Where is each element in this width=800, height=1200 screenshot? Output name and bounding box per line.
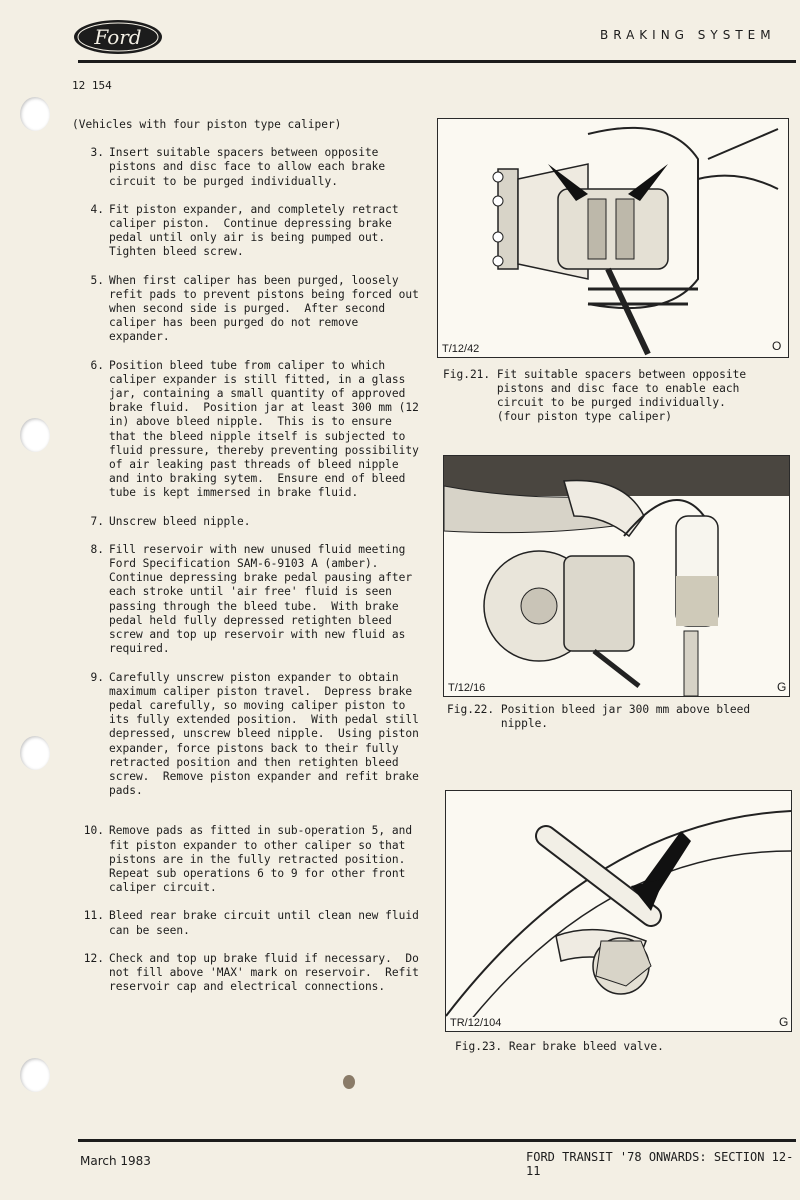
figure-21-caliper-spacers xyxy=(437,118,789,358)
section-title: BRAKING SYSTEM xyxy=(600,28,776,42)
step-text: Position bleed tube from caliper to which caliper expander is still fitted, in a glass jar, containing a small quantity of approved brake fluid. Position jar at least 300 mm (12 in) above bleed nipple. This is to ensure that the bleed nipple itself is subjected to fluid pressure, thereby preventing possibility of air leaking past threads of bleed nipple and into braking sytem. Ensure end of bleed tube is kept immersed in brake fluid. xyxy=(109,358,419,500)
step-number: 7. xyxy=(90,514,104,528)
step-text: Carefully unscrew piston expander to obtain maximum caliper piston travel. Depress brake pedal carefully, so moving caliper piston to its fully extended position. With pedal still depressed, unscrew bleed nipple. Using piston expander, force pistons back to their fully retracted position and then retighten bleed screw. Remove piston expander and refit brake pads. xyxy=(109,670,419,798)
footer-date: March 1983 xyxy=(80,1154,151,1168)
step-number: 5. xyxy=(90,273,104,287)
step-number: 12. xyxy=(83,951,104,965)
figure-reference: T/12/16 xyxy=(448,682,486,694)
step-number: 8. xyxy=(90,542,104,556)
procedure-step xyxy=(72,671,428,799)
binder-hole xyxy=(20,418,50,452)
procedure-step xyxy=(72,824,428,895)
binder-hole xyxy=(20,1058,50,1092)
caliper-spacers-illustration xyxy=(438,119,788,357)
rear-bleed-valve-illustration xyxy=(446,791,791,1031)
step-text: Fit piston expander, and completely retract caliper piston. Continue depressing brake pedal until only air is being pumped out. Tighten bleed screw. xyxy=(109,202,399,259)
step-number: 6. xyxy=(90,358,104,372)
step-text: Unscrew bleed nipple. xyxy=(109,514,251,528)
figure-mark: O xyxy=(772,339,782,353)
procedure-step xyxy=(72,952,428,995)
figure-23-caption: Fig.23. Rear brake bleed valve. xyxy=(455,1040,664,1053)
step-number: 4. xyxy=(90,202,104,216)
figure-21-caption: Fig.21. Fit suitable spacers between opposite pistons and disc face to enable each circuit to be purged individually. (four piston type caliper) xyxy=(443,368,747,423)
binder-hole xyxy=(20,736,50,770)
footer-publication: FORD TRANSIT '78 ONWARDS: SECTION 12-11 xyxy=(526,1150,794,1178)
procedure-step xyxy=(72,146,428,189)
step-text: Bleed rear brake circuit until clean new fluid can be seen. xyxy=(109,909,419,937)
step-number: 9. xyxy=(90,670,104,684)
figure-23-rear-bleed-valve xyxy=(445,790,792,1032)
header-rule xyxy=(78,60,796,63)
step-text: Remove pads as fitted in sub-operation 5, and fit piston expander to other caliper so that pistons are in the fully retracted position. Repeat sub operations 6 to 9 for other front caliper circuit. xyxy=(109,824,413,895)
procedure-step xyxy=(72,515,428,529)
ford-logo xyxy=(72,18,164,56)
procedure-step xyxy=(72,543,428,657)
paper-smudge xyxy=(343,1075,355,1089)
figure-reference: T/12/42 xyxy=(442,343,480,355)
binder-hole xyxy=(20,97,50,131)
procedure-text xyxy=(72,118,428,1008)
footer-rule xyxy=(78,1139,796,1142)
step-text: Insert suitable spacers between opposite pistons and disc face to allow each brake circuit to be purged individually. xyxy=(109,146,386,188)
procedure-step xyxy=(72,274,428,345)
step-number: 3. xyxy=(90,146,104,160)
step-text: Fill reservoir with new unused fluid meeting Ford Specification SAM-6-9103 A (amber). Continue depressing brake pedal pausing after each stroke until 'air free' fluid is seen passing through the bleed tube. With brake pedal held fully depressed retighten bleed screw and top up reservoir with new fluid as required. xyxy=(109,542,413,656)
procedure-step xyxy=(72,203,428,260)
step-number: 11. xyxy=(83,909,104,923)
procedure-step xyxy=(72,909,428,937)
figure-mark: G xyxy=(779,1015,789,1029)
bleed-jar-illustration xyxy=(444,456,789,696)
procedure-step xyxy=(72,359,428,501)
page-number: 12 154 xyxy=(72,79,112,92)
figure-mark: G xyxy=(777,680,787,694)
procedure-intro: (Vehicles with four piston type caliper) xyxy=(72,118,342,131)
figure-22-bleed-jar xyxy=(443,455,790,697)
step-text: Check and top up brake fluid if necessary. Do not fill above 'MAX' mark on reservoir. Refit reservoir cap and electrical connections. xyxy=(109,951,419,994)
step-number: 10. xyxy=(83,824,104,838)
figure-22-caption: Fig.22. Position bleed jar 300 mm above bleed nipple. xyxy=(447,703,751,730)
step-text: When first caliper has been purged, loosely refit pads to prevent pistons being forced out when second side is purged. After second caliper has been purged do not remove expander. xyxy=(109,273,419,344)
svg-text:Ford: Ford xyxy=(94,25,142,49)
figure-reference: TR/12/104 xyxy=(450,1017,502,1029)
